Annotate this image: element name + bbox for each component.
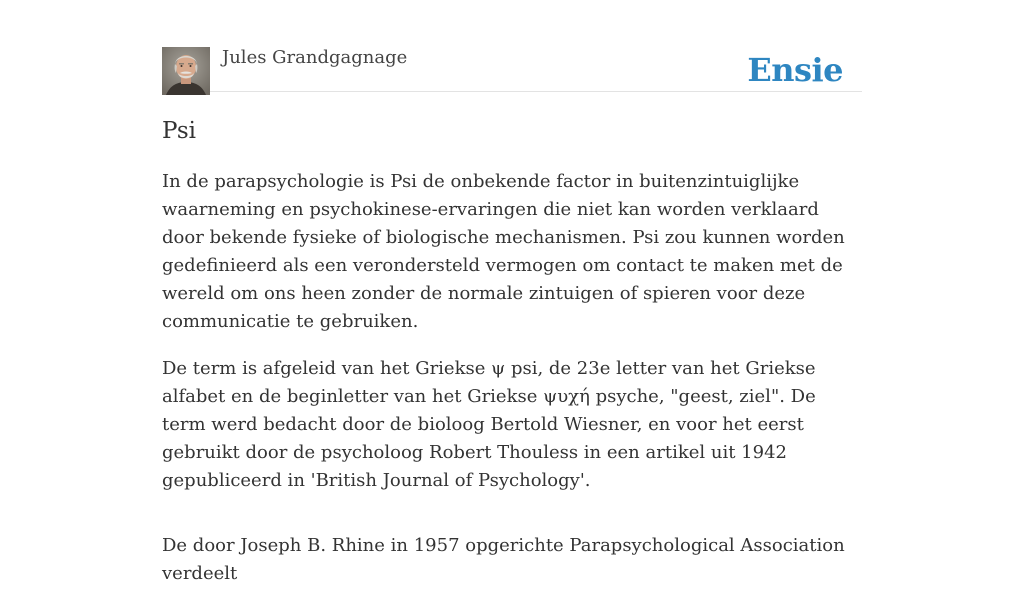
author-name[interactable]: Jules Grandgagnage <box>222 47 408 68</box>
avatar-photo-icon <box>162 47 210 95</box>
article-paragraph: De term is afgeleid van het Griekse ψ psi, de 23e letter van het Griekse alfabet en de beginletter van het Griekse ψυχή psyche, "geest, ziel". De term werd bedacht door de bioloog Bertold Wiesner, en voor het eerst gebruikt door de psycholoog Robert Thouless in een artikel uit 1942 gepubliceerd in 'British Journal of Psychology'. <box>162 358 816 491</box>
author-avatar[interactable] <box>162 47 210 95</box>
page-title: Psi <box>162 118 197 144</box>
article-paragraph: In de parapsychologie is Psi de onbekende factor in buitenzintuiglijke waarneming en psychokinese-ervaringen die niet kan worden verklaard door bekende fysieke of biologische mechanismen. Psi zou kunnen worden gedefinieerd als een verondersteld vermogen om contact te maken met de wereld om ons heen zonder de normale zintuigen of spieren voor deze communicatie te gebruiken. <box>162 171 845 332</box>
article-body <box>162 168 864 607</box>
ensie-logo[interactable]: Ensie <box>747 51 843 89</box>
header <box>162 46 862 92</box>
article-paragraph: De door Joseph B. Rhine in 1957 opgerichte Parapsychological Association verdeelt <box>162 535 845 584</box>
